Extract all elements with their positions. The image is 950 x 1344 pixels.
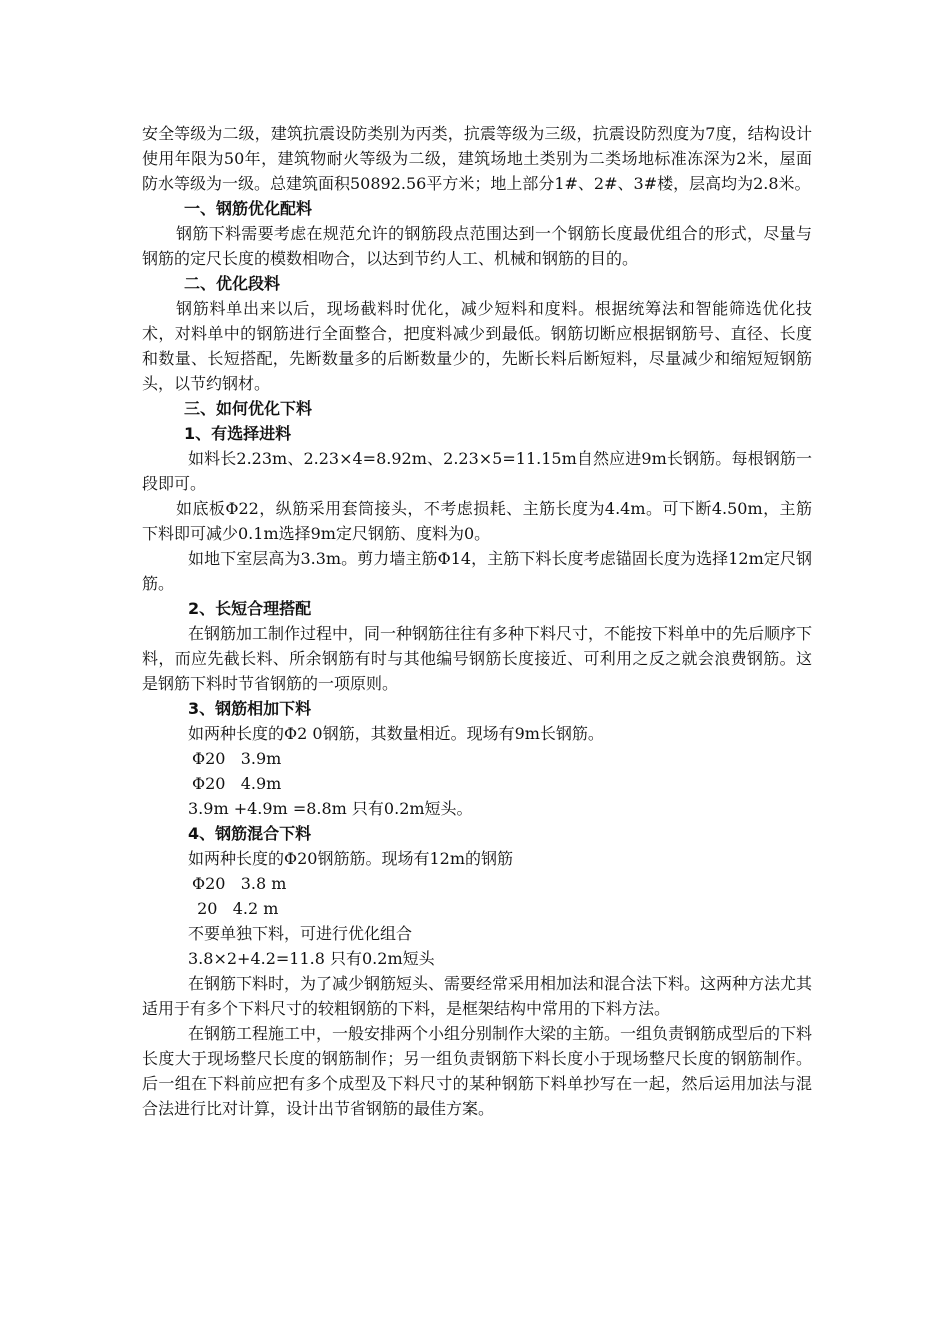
intro-paragraph: 安全等级为二级，建筑抗震设防类别为丙类，抗震等级为三级，抗震设防烈度为7度，结构设计使用年限为50年，建筑物耐火等级为二级，建筑场地土类别为二类场地标准冻深为2米，屋面防水等级为一级。总建筑面积50892.56平方米；地上部分1#、2#、3#楼，层高均为2.8米。	[142, 124, 812, 193]
subsection-1-paragraph-3: 如地下室层高为3.3m。剪力墙主筋Φ14，主筋下料长度考虑锚固长度为选择12m定尺钢筋。	[142, 549, 812, 593]
subsection-3-line-3: 3.9m +4.9m =8.8m 只有0.2m短头。	[188, 799, 473, 818]
subsection-3-heading: 3、钢筋相加下料	[188, 699, 312, 718]
subsection-2-paragraph-1: 在钢筋加工制作过程中，同一种钢筋往往有多种下料尺寸，不能按下料单中的先后顺序下料，而应先截长料、所余钢筋有时与其他编号钢筋长度接近、可利用之反之就会浪费钢筋。这是钢筋下料时节省钢筋的一项原则。	[142, 624, 813, 693]
subsection-4-paragraph-1: 如两种长度的Φ20钢筋筋。现场有12m的钢筋	[188, 849, 514, 868]
subsection-2-heading: 2、长短合理搭配	[188, 599, 312, 618]
subsection-1-paragraph-2: 如底板Φ22，纵筋采用套筒接头，不考虑损耗、主筋长度为4.4m。可下断4.50m，主筋下料即可减少0.1m选择9m定尺钢筋、度料为0。	[142, 499, 812, 543]
closing-paragraph-2: 在钢筋工程施工中，一般安排两个小组分别制作大梁的主筋。一组负责钢筋成型后的下料长度大于现场整尺长度的钢筋制作；另一组负责钢筋下料长度小于现场整尺长度的钢筋制作。后一组在下料前应把有多个成型及下料尺寸的某种钢筋下料单抄写在一起，然后运用加法与混合法进行比对计算，设计出节省钢筋的最佳方案。	[142, 1024, 813, 1118]
subsection-4-line-1: Φ20 3.8 m	[192, 874, 287, 893]
document-body	[142, 121, 812, 1121]
section-1-body: 钢筋下料需要考虑在规范允许的钢筋段点范围达到一个钢筋长度最优组合的形式，尽量与钢筋的定尺长度的模数相吻合，以达到节约人工、机械和钢筋的目的。	[142, 224, 812, 268]
subsection-4-line-2: 20 4.2 m	[192, 899, 279, 918]
subsection-4-heading: 4、钢筋混合下料	[188, 824, 312, 843]
section-2-heading: 二、优化段料	[184, 274, 281, 293]
subsection-1-paragraph-1: 如料长2.23m、2.23×4=8.92m、2.23×5=11.15m自然应进9m长钢筋。每根钢筋一段即可。	[142, 449, 812, 493]
section-3-heading: 三、如何优化下料	[184, 399, 313, 418]
subsection-1-heading: 1、有选择进料	[184, 424, 292, 443]
subsection-3-line-2: Φ20 4.9m	[192, 774, 282, 793]
subsection-3-paragraph-1: 如两种长度的Φ2 0钢筋，其数量相近。现场有9m长钢筋。	[188, 724, 604, 743]
section-1-heading: 一、钢筋优化配料	[184, 199, 313, 218]
section-2-body: 钢筋料单出来以后，现场截料时优化，减少短料和度料。根据统筹法和智能筛选优化技术，对料单中的钢筋进行全面整合，把度料减少到最低。钢筋切断应根据钢筋号、直径、长度和数量、长短搭配，先断数量多的后断数量少的，先断长料后断短料，尽量减少和缩短短钢筋头，以节约钢材。	[142, 299, 812, 393]
closing-paragraph-1: 在钢筋下料时，为了减少钢筋短头、需要经常采用相加法和混合法下料。这两种方法尤其适用于有多个下料尺寸的较粗钢筋的下料，是框架结构中常用的下料方法。	[142, 974, 813, 1018]
subsection-4-line-4: 3.8×2+4.2=11.8 只有0.2m短头	[188, 949, 435, 968]
subsection-3-line-1: Φ20 3.9m	[192, 749, 282, 768]
subsection-4-line-3: 不要单独下料，可进行优化组合	[188, 924, 413, 943]
